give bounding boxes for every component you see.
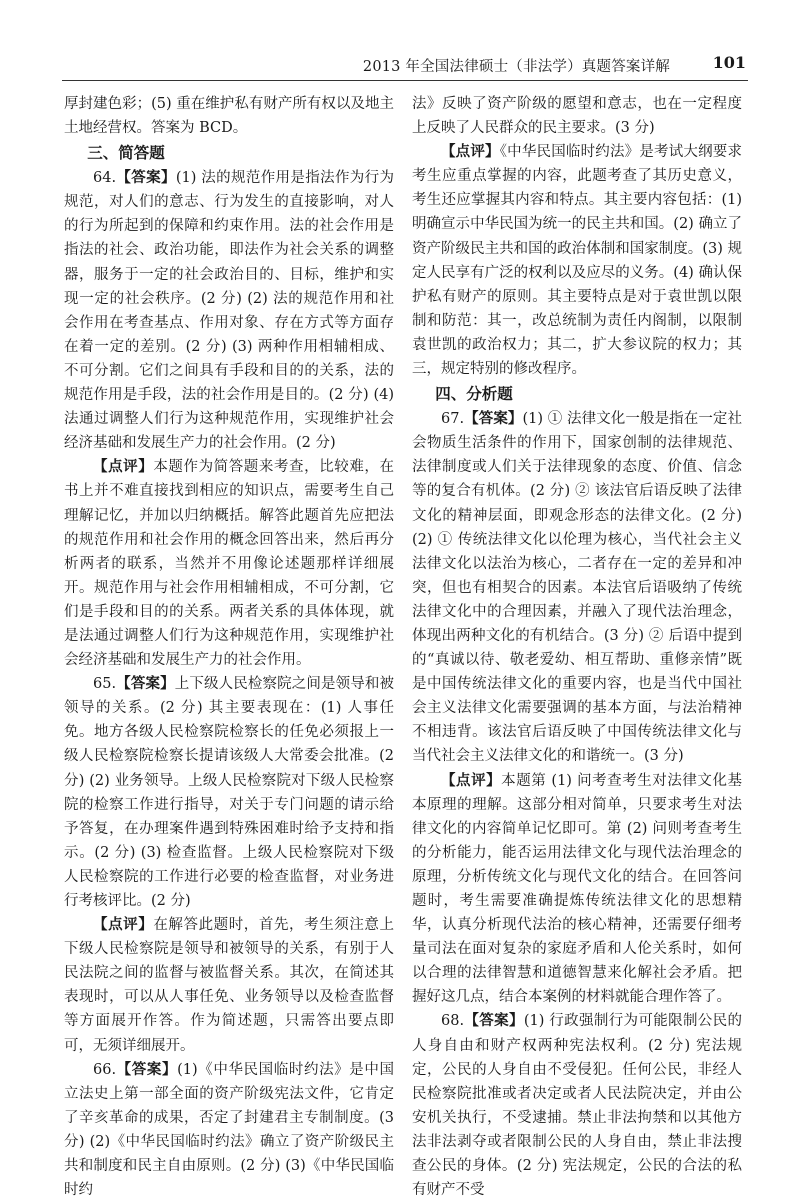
- question-number: 67.: [441, 411, 465, 428]
- answer-text: (1)《中华民国临时约法》是中国立法史上第一部全面的资产阶级宪法文件，它肯定了辛亥革命的成果，否定了封建君主专制制度。(3 分) (2)《中华民国临时约法》确立了资产阶级民主共和制度和民主自由原则。(2 分) (3)《中华民国临时约: [64, 1061, 394, 1199]
- section-heading-short-answer: 三、简答题: [87, 144, 165, 163]
- question-65-answer: [64, 672, 394, 913]
- question-number: 68.: [441, 1013, 465, 1030]
- header-title: 2013 年全国法律硕士（非法学）真题答案详解: [362, 59, 670, 75]
- running-header: [62, 50, 748, 81]
- comment-tag: 【点评】: [93, 917, 154, 934]
- page-number: 101: [712, 53, 746, 72]
- comment-tag: 【点评】: [441, 144, 500, 161]
- question-66-answer: [64, 1058, 394, 1202]
- comment-tag: 【点评】: [441, 772, 502, 789]
- answer-tag: 【答案】: [464, 1013, 524, 1030]
- answer-text: (1) 法的规范作用是指法作为行为规范，对人们的意志、行为发生的直接影响，对人的行为所起到的保障和约束作用。法的社会作用是指法的社会、政治功能，即法作为社会关系的调整器，服务于一定的社会政治目的、目标，维护和实现一定的社会秩序。(2 分) (2) 法的规范作用和社会作用在考查基点、作用对象、存在方式等方面存在着一定的差别。(2 分) (3) 两种作用相辅相成、不可分割。它们之间具有手段和目的的关系，法的规范作用是手段，法的社会作用是目的。(2 分) (4) 法通过调整人们行为这种规范作用，实现维护社会经济基础和发展生产力的社会作用。(2 分): [64, 170, 394, 452]
- comment-text: 本题第 (1) 问考查考生对法律文化基本原理的理解。这部分相对简单，只要求考生对法律文化的内容简单记忆即可。第 (2) 问则考查考生的分析能力，能否运用法律文化与现代法治理念的原理，分析传统文化与现代文化的结合。在回答问题时，考生需要准确提炼传统法律文化的思想精华，认真分析现代法治的核心精神，还需要仔细考量司法在面对复杂的家庭矛盾和人伦关系时，如何以合理的法律智慧和道德智慧来化解社会矛盾。把握好这几点，结合本案例的材料就能合理作答了。: [412, 772, 742, 1006]
- question-number: 64.: [93, 170, 117, 187]
- comment-tag: 【点评】: [93, 459, 154, 476]
- comment-text: 《中华民国临时约法》是考试大纲要求考生应重点掌握的内容，此题考查了其历史意义，考生还应掌握其内容和特点。其主要内容包括：(1) 明确宣示中华民国为统一的民主共和国。(2) 确立了资产阶级民主共和国的政治体制和国家制度。(3) 规定人民享有广泛的权利以及应尽的义务。(4) 确认保护私有财产的原则。其主要特点是对于袁世凯以限制和防范：其一，改总统制为责任内阁制，以限制袁世凯的政治权力；其二，扩大参议院的权力；其三，规定特别的修改程序。: [412, 144, 742, 378]
- comment-text: 本题作为简答题来考查，比较难，在书上并不难直接找到相应的知识点，需要考生自己理解记忆，并加以归纳概括。解答此题首先应把法的规范作用和社会作用的概念回答出来，然后再分析两者的联系，当然并不用像论述题那样详细展开。规范作用与社会作用相辅相成，不可分割，它们是手段和目的的关系。两者关系的具体体现，就是法通过调整人们行为这种规范作用，实现维护社会经济基础和发展生产力的社会作用。: [64, 459, 395, 669]
- question-number: 65.: [93, 676, 117, 693]
- answer-tag: 【答案】: [116, 170, 176, 187]
- paragraph-continued: 厚封建色彩；(5) 重在维护私有财产所有权以及地主土地经营权。答案为 BCD。: [64, 96, 394, 137]
- question-67-answer: [412, 407, 742, 768]
- left-column: [64, 92, 394, 1202]
- answer-text: (1) 行政强制行为可能限制公民的人身自由和财产权两种宪法权利。(2 分) 宪法规定，公民的人身自由不受侵犯。任何公民，非经人民检察院批准或者决定或者人民法院决定，并由公安机关执行，不受逮捕。禁止非法拘禁和以其他方法非法剥夺或者限制公民的人身自由，禁止非法搜查公民的身体。(2 分) 宪法规定，公民的合法的私有财产不受: [412, 1013, 742, 1199]
- section-heading-analysis: 四、分析题: [435, 385, 513, 404]
- question-66-answer-continued: 法》反映了资产阶级的愿望和意志，也在一定程度上反映了人民群众的民主要求。(3 分): [412, 96, 742, 137]
- question-66-comment: [412, 140, 742, 381]
- question-64-answer: [64, 166, 394, 455]
- question-64-comment: [64, 455, 394, 672]
- answer-text: 上下级人民检察院之间是领导和被领导的关系。(2 分) 其主要表现在：(1) 人事任免。地方各级人民检察院检察长的任免必须报上一级人民检察院检察长提请该级人大常委会批准。(2 分) (2) 业务领导。上级人民检察院对下级人民检察院的检察工作进行指导，对关于专门问题的请示给予答复，在办理案件遇到特殊困难时给予支持和指示。(2 分) (3) 检查监督。上级人民检察院对下级人民检察院的工作进行必要的检查监督，对业务进行考核评比。(2 分): [64, 676, 395, 909]
- answer-text: (1) ① 法律文化一般是指在一定社会物质生活条件的作用下，国家创制的法律规范、法律制度或人们关于法律现象的态度、价值、信念等的复合有机体。(2 分) ② 该法官后语反映了法律文化的精神层面，即观念形态的法律文化。(2 分) (2) ① 传统法律文化以伦理为核心，当代社会主义法律文化以法治为核心，二者存在一定的差异和冲突，但也有相契合的因素。本法官后语吸纳了传统法律文化中的合理因素，并融入了现代法治理念，体现出两种文化的有机结合。(3 分) ② 后语中提到的“真诚以待、敬老爱幼、相互帮助、重修亲情”既是中国传统法律文化的重要内容，也是当代中国社会主义法律文化需要强调的基本方面，与法治精神不相违背。该法官后语反映了中国传统法律文化与当代社会主义法律文化的和谐统一。(3 分): [412, 411, 743, 765]
- answer-tag: 【答案】: [116, 1061, 178, 1078]
- comment-text: 在解答此题时，首先，考生须注意上下级人民检察院是领导和被领导的关系，有别于人民法院之间的监督与被监督关系。其次，在简述其表现时，可以从人事任免、业务领导以及检查监督等方面展开作答。作为简述题，只需答出要点即可，无须详细展开。: [64, 917, 395, 1054]
- answer-tag: 【答案】: [116, 676, 175, 693]
- question-68-answer: [412, 1009, 742, 1202]
- answer-tag: 【答案】: [464, 411, 523, 428]
- question-67-comment: [412, 769, 742, 1010]
- right-column: [412, 92, 742, 1202]
- question-number: 66.: [93, 1061, 117, 1078]
- question-65-comment: [64, 913, 394, 1058]
